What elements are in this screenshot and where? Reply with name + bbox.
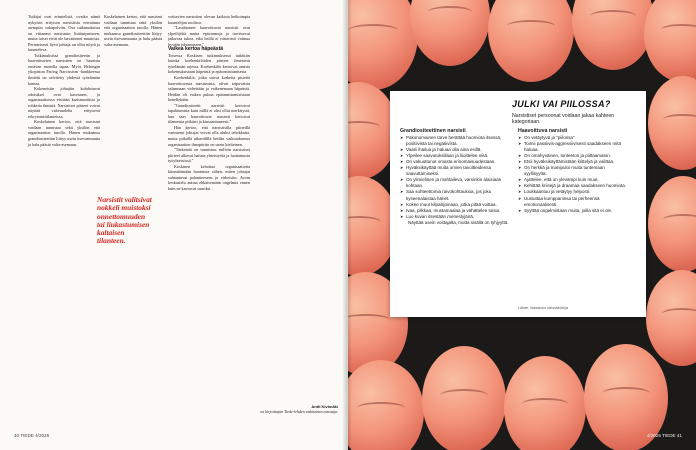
page-folio-right: 4/2025 TIEDE 41 bbox=[646, 433, 682, 438]
list-item: ➤ On vetäytyvä ja "piilossa". bbox=[518, 135, 628, 141]
vulnerable-list bbox=[518, 135, 628, 214]
list-item: ➤ Ivaa, pilkkaa, mustamaalaa ja vähättelee toisia. bbox=[400, 208, 510, 214]
face-illustration bbox=[646, 270, 696, 366]
list-item: ➤ Luo kuvan itsestään menestyjänä. bbox=[400, 214, 510, 220]
vulnerable-column bbox=[518, 128, 628, 214]
box-title: JULKI VAI PIILOSSA? bbox=[512, 99, 611, 109]
vulnerable-heading: Haavoittuva narsisti bbox=[518, 128, 568, 134]
author-signature bbox=[198, 404, 338, 414]
list-item: ➤ Pakonomainen tarve herättää huomiota itsessä, positiivista tai negatiivista. bbox=[400, 135, 510, 147]
face-illustration bbox=[348, 360, 424, 450]
list-item: ➤ Kehittää kriisejä ja draamaa saadakseen huomiota. bbox=[518, 183, 628, 189]
paragraph: Hän kertoo, että narsistisilla piirteillä varustetut johtajat voivat olla aluksi tehokkaita, mutta pitkällä aikavälillä heidän vaikutuksensa organisaation ilmapiiriin on usein kielteinen. bbox=[168, 124, 250, 147]
text-column-middle bbox=[104, 14, 162, 47]
list-item: ➤ Toimii passiivis-aggressiivisesti saadakseen mitä haluaa. bbox=[518, 141, 628, 153]
face-illustration bbox=[648, 76, 696, 170]
grandiose-heading: Grandiositeettinen narsisti bbox=[400, 128, 466, 134]
paragraph: "Lasahtaneet haavoittuvat narsistit ovat ylpeilijöitä mutta epävarmoja ja tarvitsevat jatkuvaa tukea, eikä heillä ei riittävästi voimaa hyvään johtamiseen." bbox=[168, 25, 250, 47]
list-item: ➤ On omahyväinen, tunteeton ja piittaamaton. bbox=[518, 153, 628, 159]
list-item: ➤ Etsii hyväksikäyttämistään kiittelyä ja valittaa. bbox=[518, 159, 628, 165]
face-illustration bbox=[504, 356, 586, 450]
face-illustration bbox=[348, 0, 418, 90]
list-item: ➤ Hyväksikäyttää muita omien tavoitteidensa saavuttamiseksi. bbox=[400, 165, 510, 177]
grandiose-column bbox=[400, 128, 510, 226]
box-intro: Narsistiset persoonat voidaan jakaa kahteen kategoriaan. bbox=[512, 113, 615, 125]
list-item: ➤ Saa suhteettomia raivokohtauksia, jos joku kyseenalaistaa hänet. bbox=[400, 189, 510, 201]
paragraph bbox=[104, 14, 162, 47]
paragraph: Koskinen kehottaa organisaatioita kiinnittämään huomiota siihen, miten johtajat suhtautuvat palautteeseen ja virheisiin. Avoin keskustelu auttaa ehkäisemään ongelmia ennen kuin ne kasvavat suuriksi. bbox=[168, 163, 250, 191]
list-subitem: Näyttää usein voittajalta, mutta sisällä on tyhjyyttä. bbox=[408, 219, 509, 225]
page-gutter bbox=[342, 0, 352, 450]
grandiose-list bbox=[400, 135, 510, 226]
filler-text: Koskelainen kertoo, että narsismi voidaan tunnistaa sekä yksilön että organisaation tasolla. Hänen mukaansa grandiositeettiin liittyy usein itsevarmuutta ja halu päästä valta-asemaan. bbox=[104, 14, 162, 47]
list-item: ➤ Uusiuttaa kumppaninsa tai perheensä emotionaalisesti. bbox=[518, 196, 628, 208]
paragraph: "Tärkeintä on tunnistaa, milloin narsistiset piirteet alkavat haitata yhteistyötä ja luottamusta työyhteisössä." bbox=[168, 147, 250, 164]
list-item: ➤ Kokee muut kilpailijoinaan, jotka pitää voittaa. bbox=[400, 202, 510, 208]
list-item: ➤ Vaatii ihailua ja haluaa olla aina esillä. bbox=[400, 147, 510, 153]
paragraph: Tutkijat ovat erimielisiä, ovatko nämä nykyisin erityisen narsistisia verrattuna aiempiin sukupolviin. Osa tutkimuksista on viitannut narsismin lisääntymiseen, mutta toiset eivät ole havainneet muutosta. Perinteisesti hyvä johtaja on ollut nöyrä ja kuunteleva. bbox=[28, 14, 100, 53]
face-illustration bbox=[422, 346, 506, 450]
face-illustration bbox=[648, 176, 696, 272]
section-subheading: Vaikea kertoa häpeästä bbox=[168, 46, 224, 53]
paragraph: Koskelainen kertoo, että narsismi voidaan tunnistaa sekä yksilön että organisaation tasolla. Hänen mukaansa grandiositeettiin liittyy usein itsevarmuutta ja halu päästä valta-asemaan. bbox=[28, 119, 100, 147]
paragraph: Toisessa Koskisen tutkimuksessa tutkittiin kuinka koehenkilöiden piirteet ilmenivät työelämän arjessa. Koehenkilöt kertoivat omista kokemuksistaan häpeästä ja epäonnistumisesta. bbox=[168, 52, 250, 75]
paragraph: Koehenkilöt, jotka saivat korkeita pisteitä haavoittuvasta narsismista, olivat taipuvaisia salaamaan virheitään ja vaikenemaan häpeästä. Heidän oli vaikea puhua epäonnistumisistaan kenellekään. bbox=[168, 75, 250, 103]
info-box bbox=[390, 91, 646, 317]
list-item: ➤ Ylpeilee saavutuksillaan ja liioittelee niitä. bbox=[400, 153, 510, 159]
list-item: ➤ On ylimielinen ja mahtaileva, varsinkin alaisiaan kohtaan. bbox=[400, 177, 510, 189]
list-item: ➤ Loukkaantuu ja vetäytyy helposti. bbox=[518, 189, 628, 195]
list-item: ➤ On herkkä ja manipuloi muita tuntemaan syyllisyyttä. bbox=[518, 165, 628, 177]
paragraph: Kokeneisiin johtajiin kohdistuvat odotukset ovat kasvaneet, ja organisaatioissa etsitään karismaattisia ja rohkeita ihmisiä. Narsistiset piirteet voivat näyttää vahvuudelta erityisesti rekrytointitilanteissa. bbox=[28, 86, 100, 119]
face-illustration bbox=[410, 0, 490, 66]
paragraph: Tutkimuksissa grandiositeetin ja haavoittuvien narsistien on havaittu eroavan monella tapaa. Myös Helsingin yliopiston Facing Narcissism -hankkeessa ilmiötä on selvitetty yhdessä työelämän kanssa. bbox=[28, 52, 100, 86]
text-column-1 bbox=[28, 14, 100, 147]
face-illustration bbox=[644, 0, 696, 82]
list-item: ➤ On vakuuttunut omasta erinomaisuudestaan. bbox=[400, 159, 510, 165]
box-source: Lähde: Narsismin ulkonäkökirja bbox=[518, 306, 568, 310]
face-illustration bbox=[572, 0, 654, 70]
author-name: Antti Kivimäki bbox=[311, 404, 338, 409]
author-role: on kirjoittajan Tiede-lehden vakituinen avustaja. bbox=[260, 409, 338, 414]
face-illustration bbox=[488, 0, 574, 82]
list-item: ➤ Ajattelee, että on ylevämpi kuin muut. bbox=[518, 177, 628, 183]
paragraph: voittavien narsistien olevan kaikista heikoimpia kuuntelijan roolissa. bbox=[168, 14, 250, 25]
text-column-2 bbox=[168, 14, 250, 192]
page-folio-left: 40 TIEDE 4/2025 bbox=[14, 433, 50, 438]
paragraph: "Grandiositeetit narsistit kertoivat tapahtumista kuin niillä ei olisi ollut merkitystä, kun taas haavoittuvat narsistit kertoivat tilanteista pitkästi ja kiusaantuneesti." bbox=[168, 102, 250, 125]
list-item: ➤ Syyttää ongelmistaan muita, joilla sitä ei ole. bbox=[518, 208, 628, 214]
pull-quote: Narsistit valitsivat nokkeli muistoksi onnettomuuden tai liukastumisen kaltaisen tilanteen. bbox=[97, 194, 153, 248]
